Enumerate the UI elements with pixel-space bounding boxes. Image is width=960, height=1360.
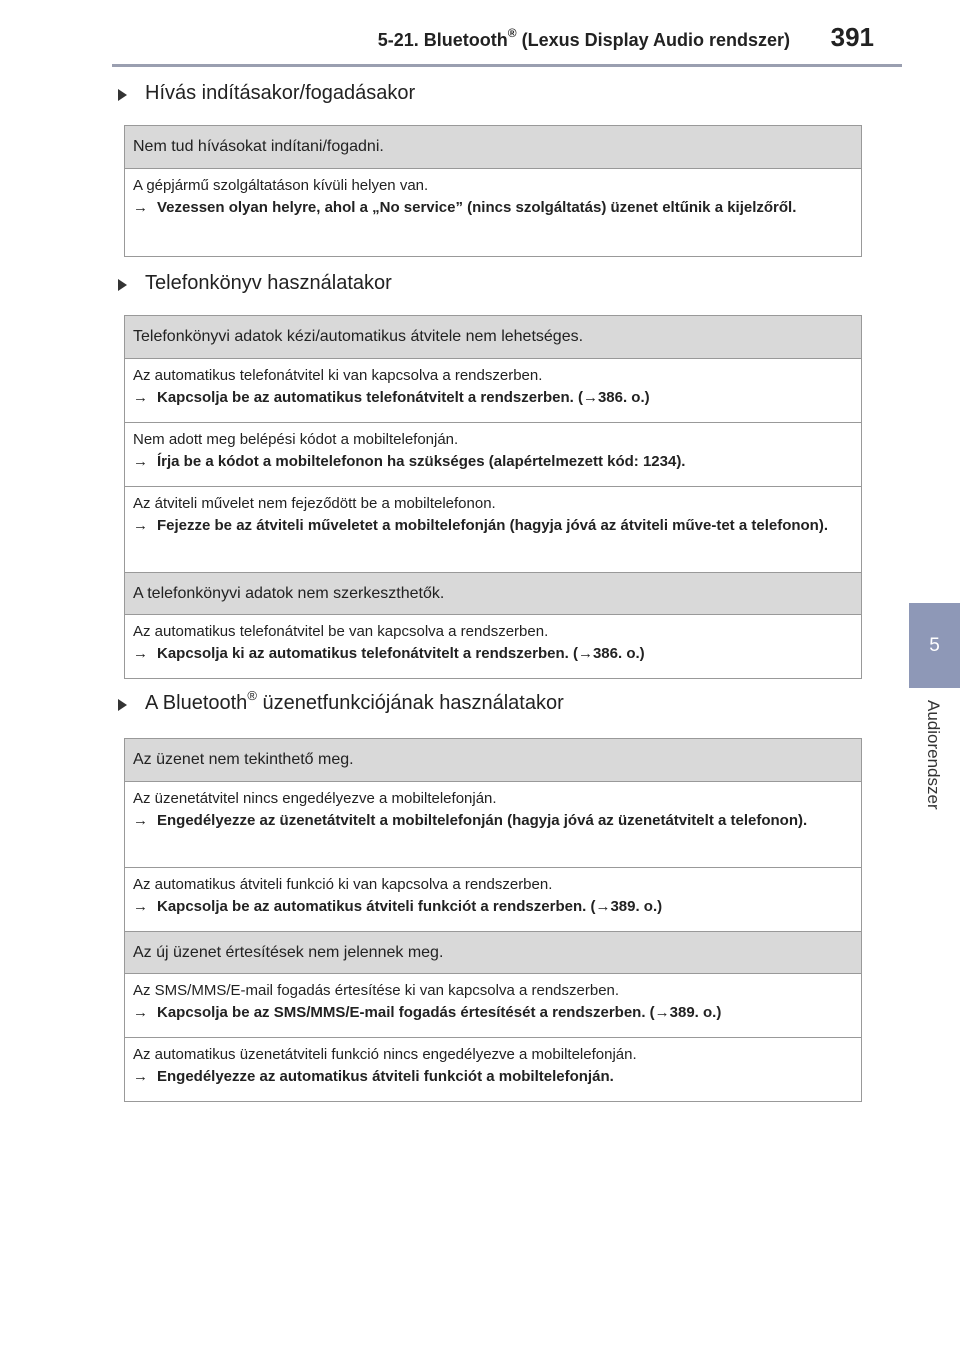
arrow-right-icon: → <box>133 517 148 534</box>
arrow-right-icon: → <box>133 199 148 216</box>
cause-row <box>125 486 861 572</box>
remedy-text <box>133 197 853 219</box>
section-heading-phonebook <box>118 272 392 295</box>
cause-text: Az automatikus üzenetátviteli funkció nincs engedélyezve a mobiltelefonján. <box>133 1046 637 1063</box>
registered-mark: ® <box>507 26 517 40</box>
cause-text: Az átviteli művelet nem fejeződött be a mobiltelefonon. <box>133 495 496 512</box>
cause-text: A gépjármű szolgáltatáson kívüli helyen van. <box>133 177 429 194</box>
heading-post: üzenetfunkciójának használatakor <box>256 692 564 714</box>
remedy-text <box>133 387 853 409</box>
remedy-content: Kapcsolja be az automatikus átviteli funkciót a rendszerben. (→389. o.) <box>157 898 663 915</box>
arrow-right-icon: → <box>133 898 148 915</box>
problem-row <box>125 931 861 973</box>
section-heading-text <box>145 688 564 715</box>
troubleshooting-table-phonebook <box>124 315 862 679</box>
arrow-right-icon: → <box>133 1004 148 1021</box>
chapter-label-text: Audiorendszer <box>924 700 943 810</box>
cause-text: Az automatikus átviteli funkció ki van kapcsolva a rendszerben. <box>133 876 553 893</box>
troubleshooting-table-messages <box>124 738 862 1102</box>
chapter-label <box>908 700 958 850</box>
cause-text: Az üzenetátvitel nincs engedélyezve a mobiltelefonján. <box>133 790 497 807</box>
remedy-text <box>133 643 853 665</box>
chapter-tab: 5 <box>909 603 960 688</box>
section-title-text: 5-21. Bluetooth <box>377 30 508 50</box>
cause-text: Nem adott meg belépési kódot a mobiltelefonján. <box>133 431 459 448</box>
problem-text: Az üzenet nem tekinthető meg. <box>133 751 354 768</box>
section-title-suffix: (Lexus Display Audio rendszer) <box>516 30 790 50</box>
remedy-text <box>133 810 853 832</box>
arrow-right-icon: → <box>133 812 148 829</box>
problem-text: Telefonkönyvi adatok kézi/automatikus átvitele nem lehetséges. <box>133 328 584 345</box>
remedy-content: Kapcsolja be az SMS/MMS/E-mail fogadás értesítését a rendszerben. (→389. o.) <box>157 1004 722 1021</box>
remedy-text <box>133 1002 853 1024</box>
cause-row <box>125 1037 861 1101</box>
triangle-bullet-icon <box>118 279 127 291</box>
cause-row <box>125 781 861 867</box>
section-heading-messages <box>118 688 564 715</box>
triangle-bullet-icon <box>118 699 127 711</box>
problem-row <box>125 316 861 358</box>
problem-row <box>125 126 861 168</box>
heading-pre: A Bluetooth <box>145 692 248 714</box>
arrow-right-icon: → <box>133 453 148 470</box>
cause-row <box>125 422 861 486</box>
cause-row <box>125 358 861 422</box>
cause-text: Az SMS/MMS/E-mail fogadás értesítése ki van kapcsolva a rendszerben. <box>133 982 620 999</box>
remedy-content: Írja be a kódot a mobiltelefonon ha szükséges (alapértelmezett kód: 1234). <box>157 453 686 470</box>
page-number: 391 <box>830 22 874 52</box>
remedy-text <box>133 896 853 918</box>
arrow-right-icon: → <box>133 1068 148 1085</box>
cause-row <box>125 973 861 1037</box>
cause-row <box>125 168 861 256</box>
problem-text: A telefonkönyvi adatok nem szerkeszthetők. <box>133 584 445 602</box>
cause-text: Az automatikus telefonátvitel ki van kapcsolva a rendszerben. <box>133 367 543 384</box>
problem-row <box>125 739 861 781</box>
remedy-text <box>133 1066 853 1088</box>
section-heading-text: Telefonkönyv használatakor <box>145 272 392 294</box>
problem-row <box>125 572 861 614</box>
remedy-content: Kapcsolja ki az automatikus telefonátvitelt a rendszerben. (→386. o.) <box>157 645 645 662</box>
remedy-text <box>133 451 853 473</box>
troubleshooting-table-calls <box>124 125 862 257</box>
arrow-right-icon: → <box>133 645 148 662</box>
remedy-content: Vezessen olyan helyre, ahol a „No service” (nincs szolgáltatás) üzenet eltűnik a kijelzőről. <box>157 199 797 216</box>
header-divider <box>112 64 902 67</box>
cause-text: Az automatikus telefonátvitel be van kapcsolva a rendszerben. <box>133 623 549 640</box>
triangle-bullet-icon <box>118 89 127 101</box>
remedy-content: Kapcsolja be az automatikus telefonátvitelt a rendszerben. (→386. o.) <box>157 389 650 406</box>
remedy-text <box>133 515 853 537</box>
remedy-content: Fejezze be az átviteli műveletet a mobiltelefonján (hagyja jóvá az átviteli műve-tet a telefonon). <box>157 517 829 534</box>
registered-mark: ® <box>247 688 257 703</box>
section-heading-text: Hívás indításakor/fogadásakor <box>145 82 416 104</box>
problem-text: Nem tud hívásokat indítani/fogadni. <box>133 138 384 155</box>
section-title <box>377 26 790 51</box>
arrow-right-icon: → <box>133 389 148 406</box>
section-heading-calls <box>118 82 415 105</box>
cause-row <box>125 867 861 931</box>
page-header <box>0 0 900 64</box>
problem-text: Az új üzenet értesítések nem jelennek meg. <box>133 943 444 961</box>
cause-row <box>125 614 861 678</box>
remedy-content: Engedélyezze az automatikus átviteli funkciót a mobiltelefonján. <box>157 1068 614 1085</box>
remedy-content: Engedélyezze az üzenetátvitelt a mobiltelefonján (hagyja jóvá az üzenetátvitelt a telefonon). <box>157 812 808 829</box>
